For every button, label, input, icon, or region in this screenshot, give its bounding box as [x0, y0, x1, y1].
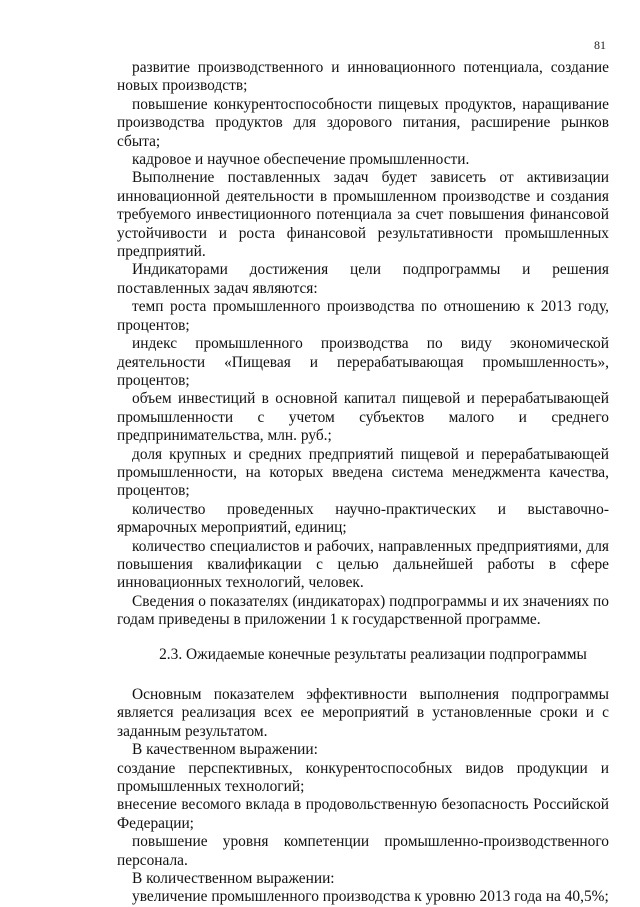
paragraph: внесение весомого вклада в продовольственную безопасность Российской Федерации;: [117, 796, 609, 832]
expected-results-section: [117, 686, 609, 907]
paragraph: объем инвестиций в основной капитал пищевой и перерабатывающей промышленности с учетом субъектов малого и среднего предпринимательства, млн. руб.;: [117, 390, 609, 445]
section-heading: 2.3. Ожидаемые конечные результаты реализации подпрограммы: [159, 645, 587, 663]
paragraph: увеличение промышленного производства к уровню 2013 года на 40,5%;: [132, 888, 609, 906]
paragraph: повышение уровня компетенции промышленно-производственного персонала.: [117, 833, 609, 869]
paragraph: темп роста промышленного производства по отношению к 2013 году, процентов;: [117, 298, 609, 334]
paragraph: В качественном выражении:: [132, 741, 318, 759]
paragraph: индекс промышленного производства по виду экономической деятельности «Пищевая и перерабатывающая промышленность», процентов;: [117, 335, 609, 389]
paragraph: количество специалистов и рабочих, направленных предприятиями, для повышения квалификации с целью дальнейшей работы в сфере инновационных технологий, человек.: [117, 537, 609, 592]
paragraph: развитие производственного и инновационного потенциала, создание новых производств;: [117, 59, 609, 95]
paragraph: Выполнение поставленных задач будет зависеть от активизации инновационной деятельности в промышленном производстве и создания требуемого инвестиционного потенциала за счет повышения финансовой устойчивости и роста финансовой результативности промышленных предприятий.: [117, 169, 609, 261]
paragraph: Индикаторами достижения цели подпрограммы и решения поставленных задач являются:: [117, 261, 609, 297]
paragraph: создание перспективных, конкурентоспособных видов продукции и промышленных технологий;: [117, 759, 609, 796]
paragraph: Сведения о показателях (индикаторах) подпрограммы и их значениях по годам приведены в приложении 1 к государственной программе.: [117, 592, 609, 629]
paragraph: доля крупных и средних предприятий пищевой и перерабатывающей промышленности, на которых введена система менеджмента качества, процентов;: [117, 445, 609, 500]
document-body: [117, 59, 609, 907]
paragraph: В количественном выражении:: [132, 870, 335, 888]
page-number: 81: [594, 38, 606, 52]
paragraph: повышение конкурентоспособности пищевых продуктов, наращивание производства продуктов для здорового питания, расширение рынков сбыта;: [117, 95, 609, 150]
paragraph: количество проведенных научно-практических и выставочно-ярмарочных мероприятий, единиц;: [117, 500, 609, 537]
goals-and-indicators-section: [117, 59, 609, 630]
paragraph: кадровое и научное обеспечение промышленности.: [132, 151, 470, 169]
paragraph: Основным показателем эффективности выполнения подпрограммы является реализация всех ее мероприятий в установленные сроки и с заданным результатом.: [117, 686, 609, 740]
